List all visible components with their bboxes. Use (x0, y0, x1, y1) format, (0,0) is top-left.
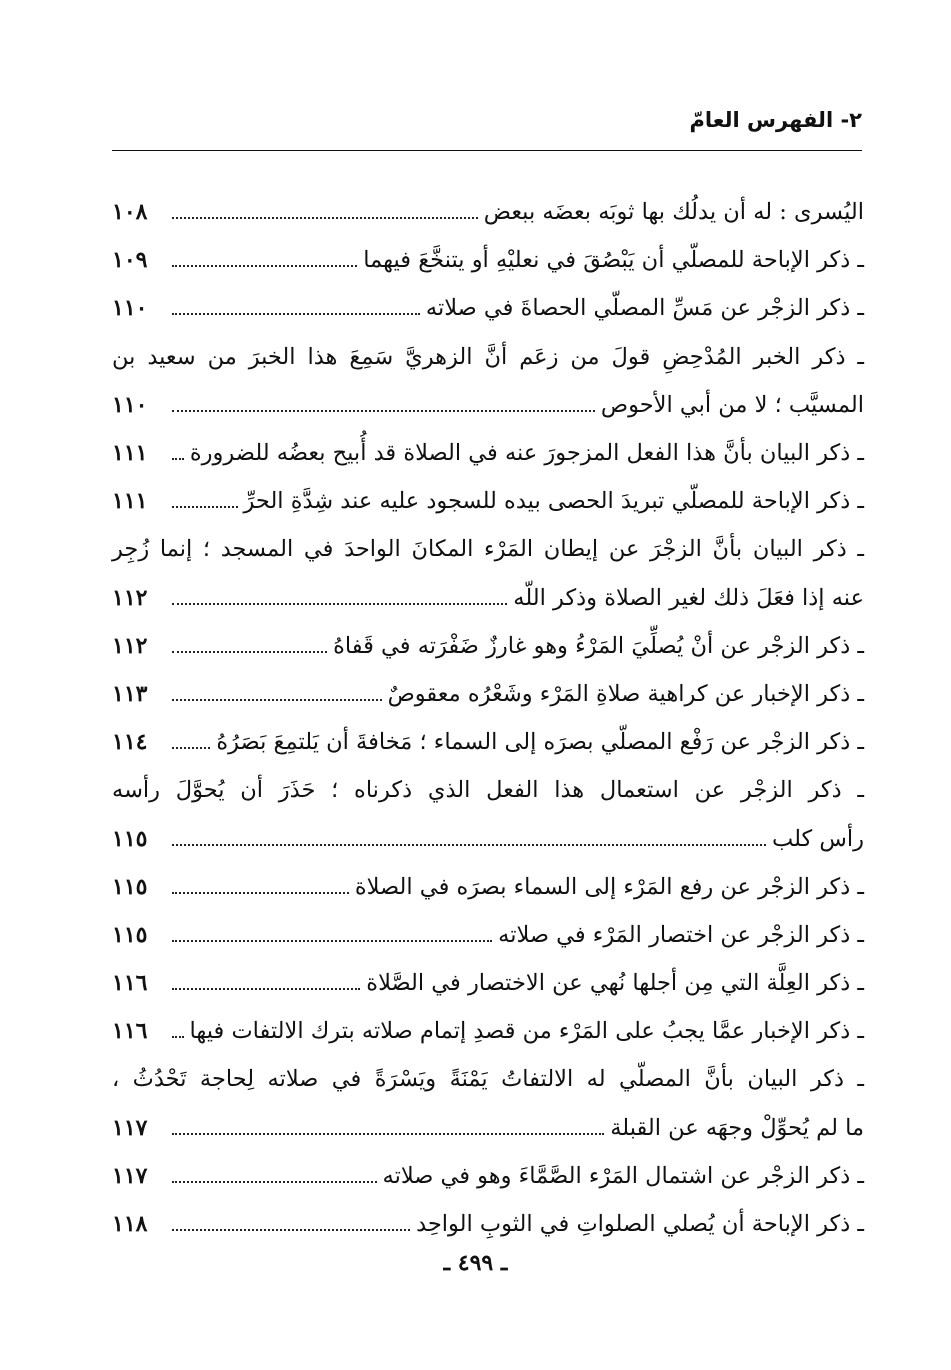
index-entry (112, 863, 864, 911)
entry-title: اليُسرى : له أن يدلُك بها ثوبَه بعضَه ببعض (483, 199, 864, 226)
entry-title: ـ ذكر الزجْر عن اشتمال المَرْء الصَّمَّاءَ وهو في صلاته (382, 1162, 864, 1189)
index-entry (112, 236, 864, 284)
entry-page-number: ١١٢ (112, 632, 148, 659)
entry-title: ـ ذكر الزجْر عن رَفْع المصلّي بصرَه إلى السماء ؛ مَخافةَ أن يَلتمِعَ بَصَرُهُ (216, 729, 864, 756)
index-entry (112, 1055, 864, 1103)
entry-page-number: ١١٤ (112, 729, 148, 756)
index-entry (112, 381, 864, 429)
entry-title: المسيَّب ؛ لا من أبي الأحوص (600, 391, 864, 418)
entry-page-number: ١٠٨ (112, 199, 148, 226)
entry-page-number: ١١٢ (112, 584, 148, 611)
entry-title: رأس كلب (772, 825, 864, 852)
entry-title: ـ ذكر الزجْر عن أنْ يُصلِّيَ المَرْءُ وهو غارزٌ ضَفْرَته في قَفاهُ (333, 632, 864, 659)
entry-page-number: ١١١ (112, 488, 148, 515)
dot-leader (172, 410, 595, 412)
header-divider (112, 150, 862, 151)
entry-page-number: ١١١ (112, 440, 148, 467)
entry-page-number: ١١٠ (112, 295, 148, 322)
index-entry (112, 429, 864, 477)
header-title: ٢- الفهرس العامّ (689, 108, 862, 132)
index-entry (112, 814, 864, 862)
entry-title: ـ ذكر البيان بأنَّ المصلّي له الالتفاتُ يَمْنَةً ويَسْرَةً في صلاته لِحاجة تَحْدُثُ ، (112, 1066, 864, 1093)
entry-title: ـ ذكر الإباحة للمصلّي أن يَبْصُقَ في نعليْهِ أو يتنخَّعَ فيهما (363, 247, 864, 274)
dot-leader (172, 892, 349, 894)
dot-leader (172, 1181, 377, 1183)
dot-leader (172, 1133, 604, 1135)
entry-title: ـ ذكر العِلَّة التي مِن أجلها نُهي عن الاختصار في الصَّلاة (366, 970, 864, 997)
dot-leader (172, 651, 327, 653)
dot-leader (172, 313, 420, 315)
dot-leader (172, 265, 357, 267)
entry-title: ـ ذكر الزجْر عن رفع المَرْء إلى السماء بصرَه في الصلاة (354, 873, 864, 900)
dot-leader (172, 1229, 410, 1231)
dot-leader (172, 699, 382, 701)
index-entry (112, 333, 864, 381)
index-entry (112, 718, 864, 766)
entry-page-number: ١١٠ (112, 391, 148, 418)
dot-leader (172, 747, 210, 749)
index-entry (112, 1104, 864, 1152)
page-number: ـ ٤٩٩ ـ (443, 1250, 508, 1276)
index-entry (112, 766, 864, 814)
entry-title: ـ ذكر الإباحة أن يُصلي الصلواتِ في الثوبِ الواحِد (416, 1211, 864, 1238)
index-entry (112, 911, 864, 959)
page-header (112, 108, 862, 140)
entry-title: ـ ذكر البيان بأنَّ هذا الفعل المزجورَ عنه في الصلاة قد أُبيح بعضُه للضرورة (189, 440, 864, 467)
entry-title: ـ ذكر الإخبار عمَّا يجبُ على المَرْء من قصدِ إتمام صلاته بترك الالتفات فيها (189, 1018, 864, 1045)
index-entry (112, 670, 864, 718)
entry-page-number: ١١٥ (112, 921, 148, 948)
dot-leader (172, 603, 507, 605)
index-entry (112, 1152, 864, 1200)
index-entry (112, 284, 864, 332)
entry-title: ـ ذكر الزجْر عن استعمال هذا الفعل الذي ذكرناه ؛ حَذَرَ أن يُحوَّلَ رأسه (112, 777, 864, 804)
dot-leader (172, 940, 492, 942)
entry-page-number: ١١٦ (112, 970, 148, 997)
entry-title: ـ ذكر الزجْر عن مَسِّ المصلّي الحصاةَ في صلاته (425, 295, 864, 322)
dot-leader (172, 844, 766, 846)
entry-title: ـ ذكر البيان بأنَّ الزجْرَ عن إيطان المَرْء المكانَ الواحدَ في المسجد ؛ إنما زُجِر (112, 536, 864, 563)
index-entry (112, 188, 864, 236)
index-entries (112, 188, 864, 1248)
entry-page-number: ١١٦ (112, 1018, 148, 1045)
dot-leader (172, 217, 478, 219)
entry-title: ـ ذكر الإباحة للمصلّي تبريدَ الحصى بيده للسجود عليه عند شِدَّةِ الحرِّ (243, 488, 864, 515)
entry-title: عنه إذا فعَلَ ذلك لغير الصلاة وذكر اللّه (513, 584, 864, 611)
entry-title: ـ ذكر الخبر المُدْحِضِ قولَ من زعَم أنَّ الزهريَّ سَمِعَ هذا الخبرَ من سعيد بن (112, 343, 864, 370)
entry-page-number: ١١٧ (112, 1162, 148, 1189)
index-entry (112, 1007, 864, 1055)
entry-page-number: ١١٥ (112, 825, 148, 852)
entry-title: ـ ذكر الزجْر عن اختصار المَرْء في صلاته (498, 921, 864, 948)
entry-page-number: ١١٣ (112, 680, 148, 707)
index-entry (112, 1200, 864, 1248)
entry-page-number: ١١٥ (112, 873, 148, 900)
entry-page-number: ١٠٩ (112, 247, 148, 274)
index-entry (112, 959, 864, 1007)
index-entry (112, 477, 864, 525)
entry-title: ـ ذكر الإخبار عن كراهية صلاةِ المَرْء وشَعْرُه معقوصٌ (387, 680, 864, 707)
dot-leader (172, 988, 360, 990)
entry-page-number: ١١٧ (112, 1114, 148, 1141)
index-entry (112, 622, 864, 670)
entry-page-number: ١١٨ (112, 1211, 148, 1238)
dot-leader (172, 1036, 184, 1038)
index-entry (112, 574, 864, 622)
dot-leader (172, 458, 184, 460)
dot-leader (172, 506, 238, 508)
index-entry (112, 525, 864, 573)
entry-title: ما لم يُحوِّلْ وجهَه عن القبلة (610, 1114, 864, 1141)
